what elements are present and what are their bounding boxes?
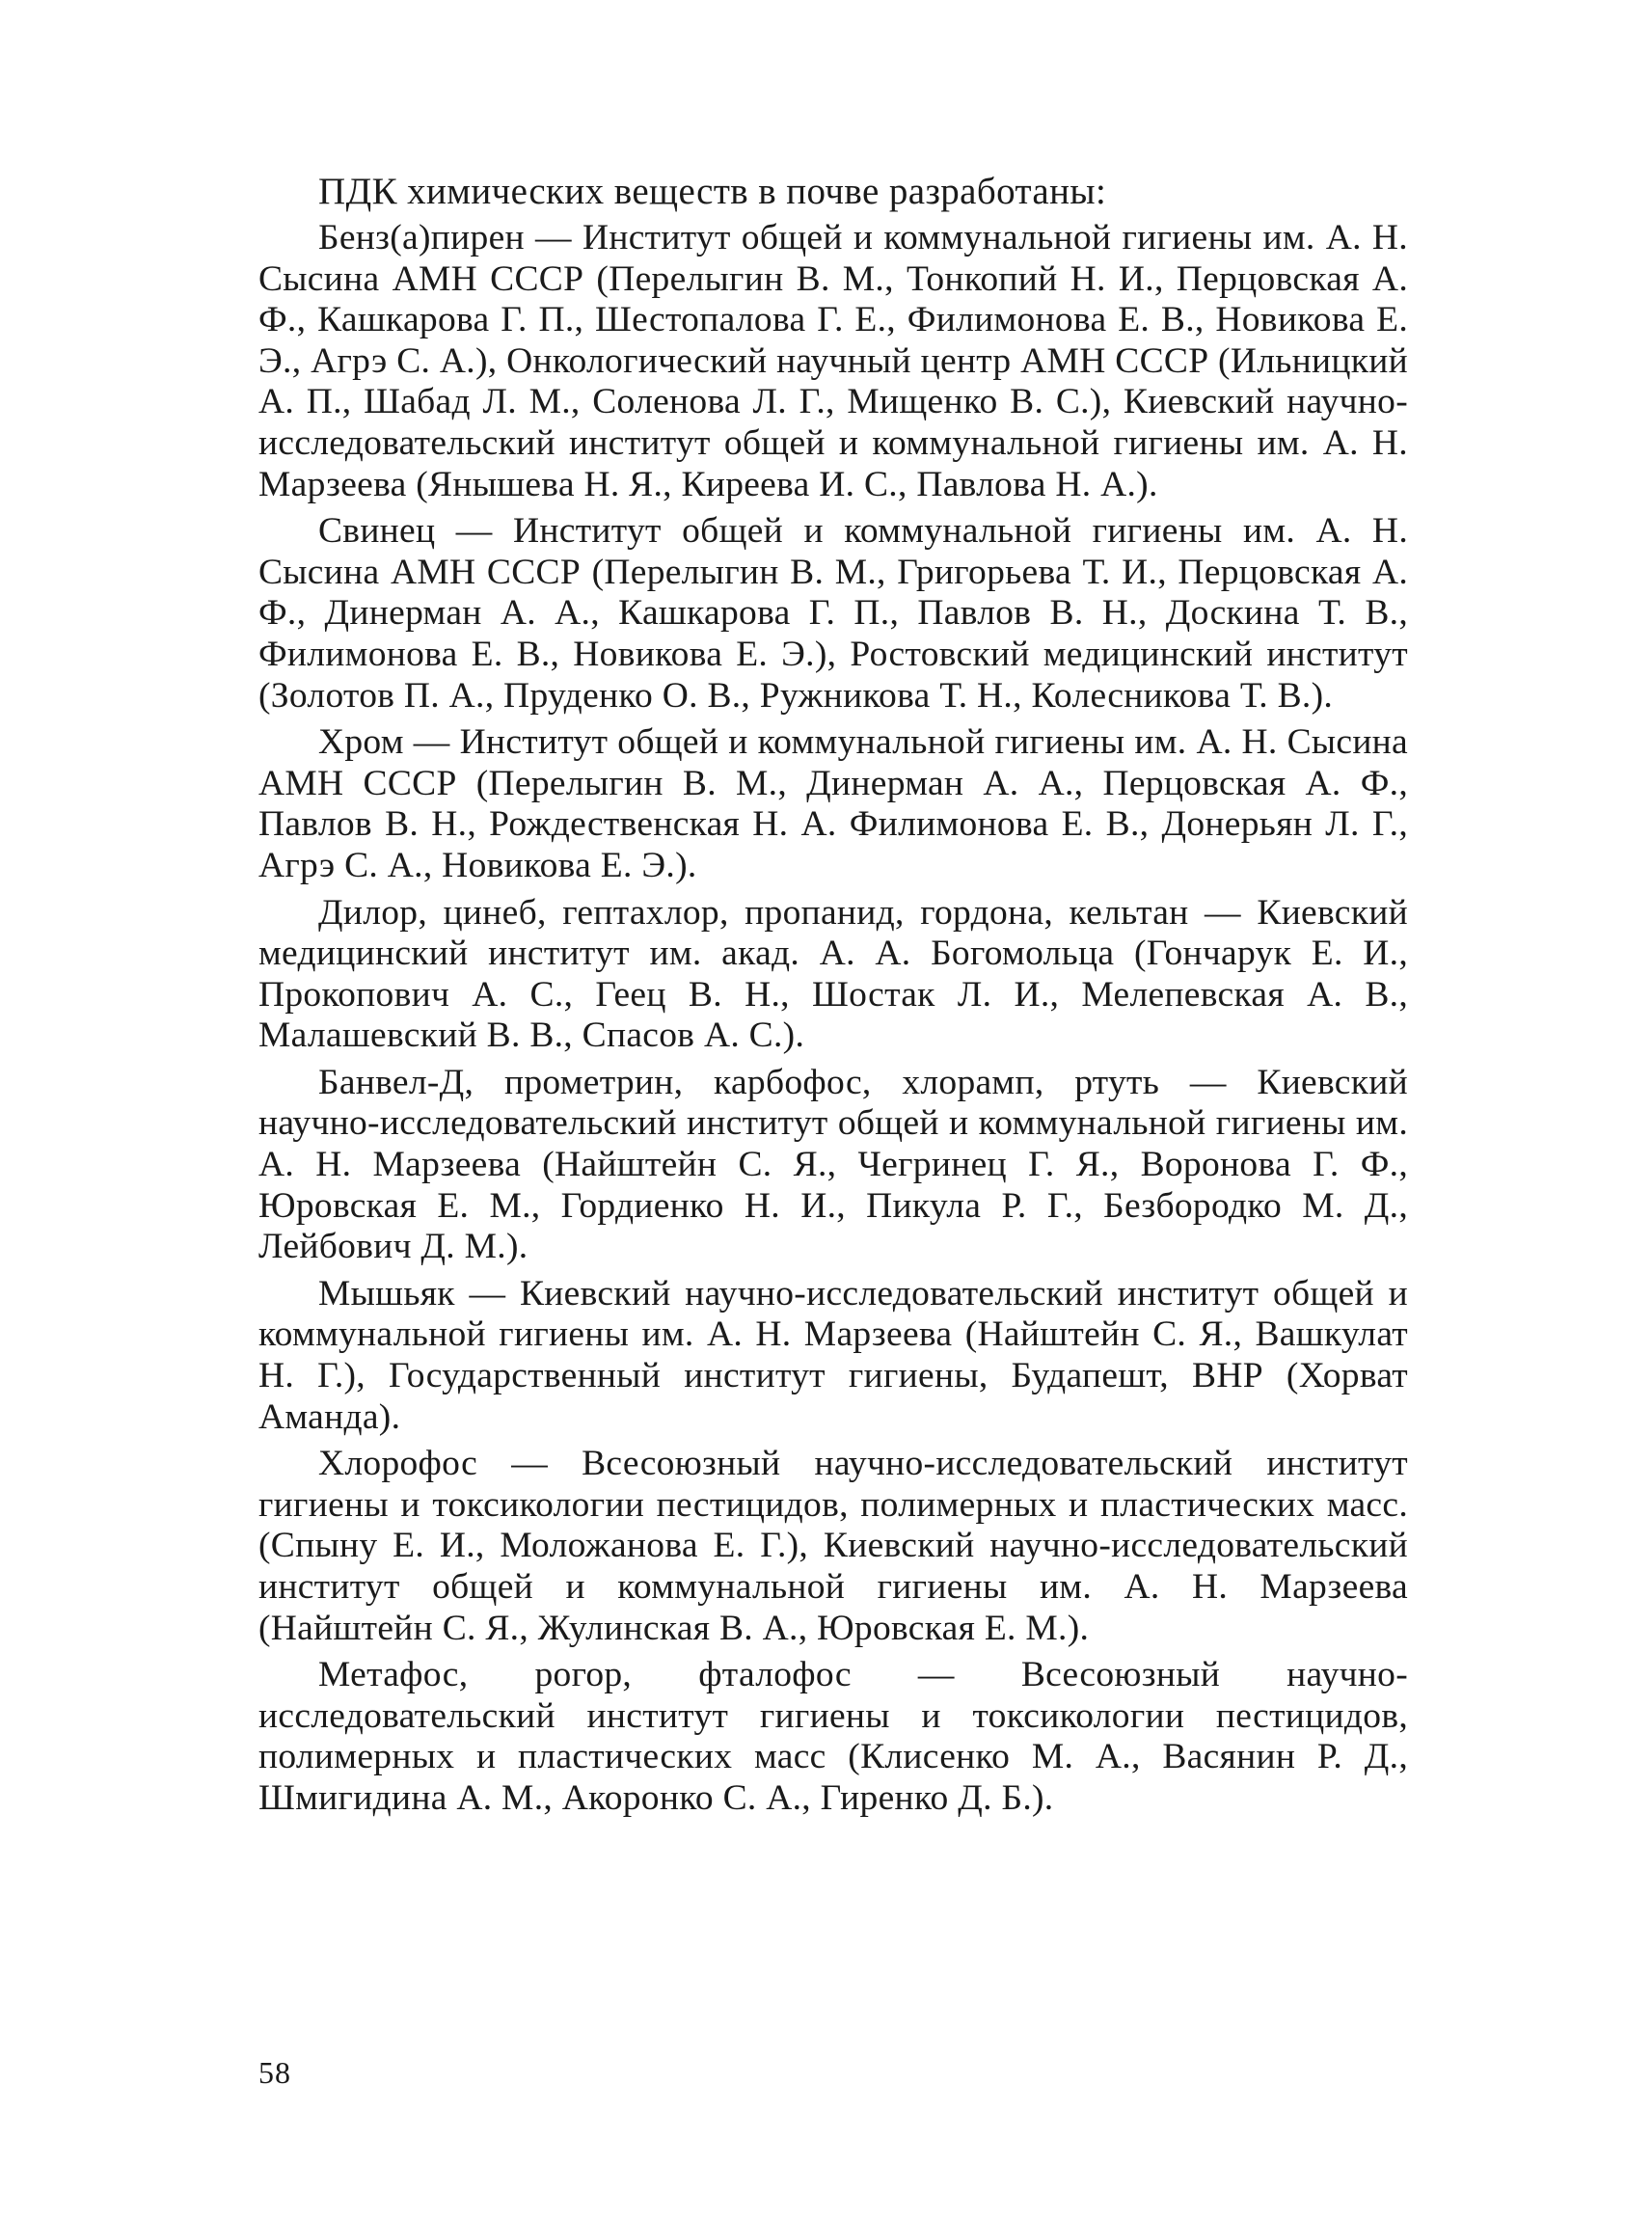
paragraph-banvel: Банвел-Д, прометрин, карбофос, хлорамп, ртуть — Киевский научно-исследовательский институт общей и коммунальной гигиены им. А. Н. Марзеева (Найштейн С. Я., Чегринец Г. Я., Воронова Г. Ф., Юровская Е. М., Гордиенко Н. И., Пикула Р. Г., Безбородко М. Д., Лейбович Д. М.). xyxy=(258,1062,1408,1267)
paragraph-chlorophos: Хлорофос — Всесоюзный научно-исследовательский институт гигиены и токсикологии пестицидов, полимерных и пластических масс. (Спыну Е. И., Моложанова Е. Г.), Киевский научно-исследовательский институт общей и коммунальной гигиены им. А. Н. Марзеева (Найштейн С. Я., Жулинская В. А., Юровская Е. М.). xyxy=(258,1444,1408,1648)
paragraph-dilor: Дилор, цинеб, гептахлор, пропанид, гордона, кельтан — Киевский медицинский институт им. акад. А. А. Богомольца (Гончарук Е. И., Прокопович А. С., Геец В. Н., Шостак Л. И., Мелепевская А. В., Малашевский В. В., Спасов А. С.). xyxy=(258,892,1408,1056)
paragraph-benzapyrene: Бенз(а)пирен — Институт общей и коммунальной гигиены им. А. Н. Сысина АМН СССР (Перелыгин В. М., Тонкопий Н. И., Перцовская А. Ф., Кашкарова Г. П., Шестопалова Г. Е., Филимонова Е. В., Новикова Е. Э., Агрэ С. А.), Онкологический научный центр АМН СССР (Ильницкий А. П., Шабад Л. М., Соленова Л. Г., Мищенко В. С.), Киевский научно-исследовательский институт общей и коммунальной гигиены им. А. Н. Марзеева (Янышева Н. Я., Киреева И. С., Павлова Н. А.). xyxy=(258,218,1408,504)
paragraph-metaphos: Метафос, рогор, фталофос — Всесоюзный научно-исследовательский институт гигиены и токсикологии пестицидов, полимерных и пластических масс (Клисенко М. А., Васянин Р. Д., Шмигидина А. М., Акоронко С. А., Гиренко Д. Б.). xyxy=(258,1655,1408,1818)
page-content xyxy=(258,172,1408,1826)
paragraph-arsenic: Мышьяк — Киевский научно-исследовательский институт общей и коммунальной гигиены им. А. Н. Марзеева (Найштейн С. Я., Вашкулат Н. Г.), Государственный институт гигиены, Будапешт, ВНР (Хорват Аманда). xyxy=(258,1273,1408,1437)
paragraph-lead: Свинец — Институт общей и коммунальной гигиены им. А. Н. Сысина АМН СССР (Перелыгин В. М., Григорьева Т. И., Перцовская А. Ф., Динерман А. А., Кашкарова Г. П., Павлов В. Н., Доскина Т. В., Филимонова Е. В., Новикова Е. Э.), Ростовский медицинский институт (Золотов П. А., Пруденко О. В., Ружникова Т. Н., Колесникова Т. В.). xyxy=(258,511,1408,716)
intro-heading: ПДК химических веществ в почве разработаны: xyxy=(318,171,1107,212)
page-number: 58 xyxy=(258,2055,291,2090)
paragraph-chromium: Хром — Институт общей и коммунальной гигиены им. А. Н. Сысина АМН СССР (Перелыгин В. М., Динерман А. А., Перцовская А. Ф., Павлов В. Н., Рождественская Н. А. Филимонова Е. В., Донерьян Л. Г., Агрэ С. А., Новикова Е. Э.). xyxy=(258,722,1408,885)
